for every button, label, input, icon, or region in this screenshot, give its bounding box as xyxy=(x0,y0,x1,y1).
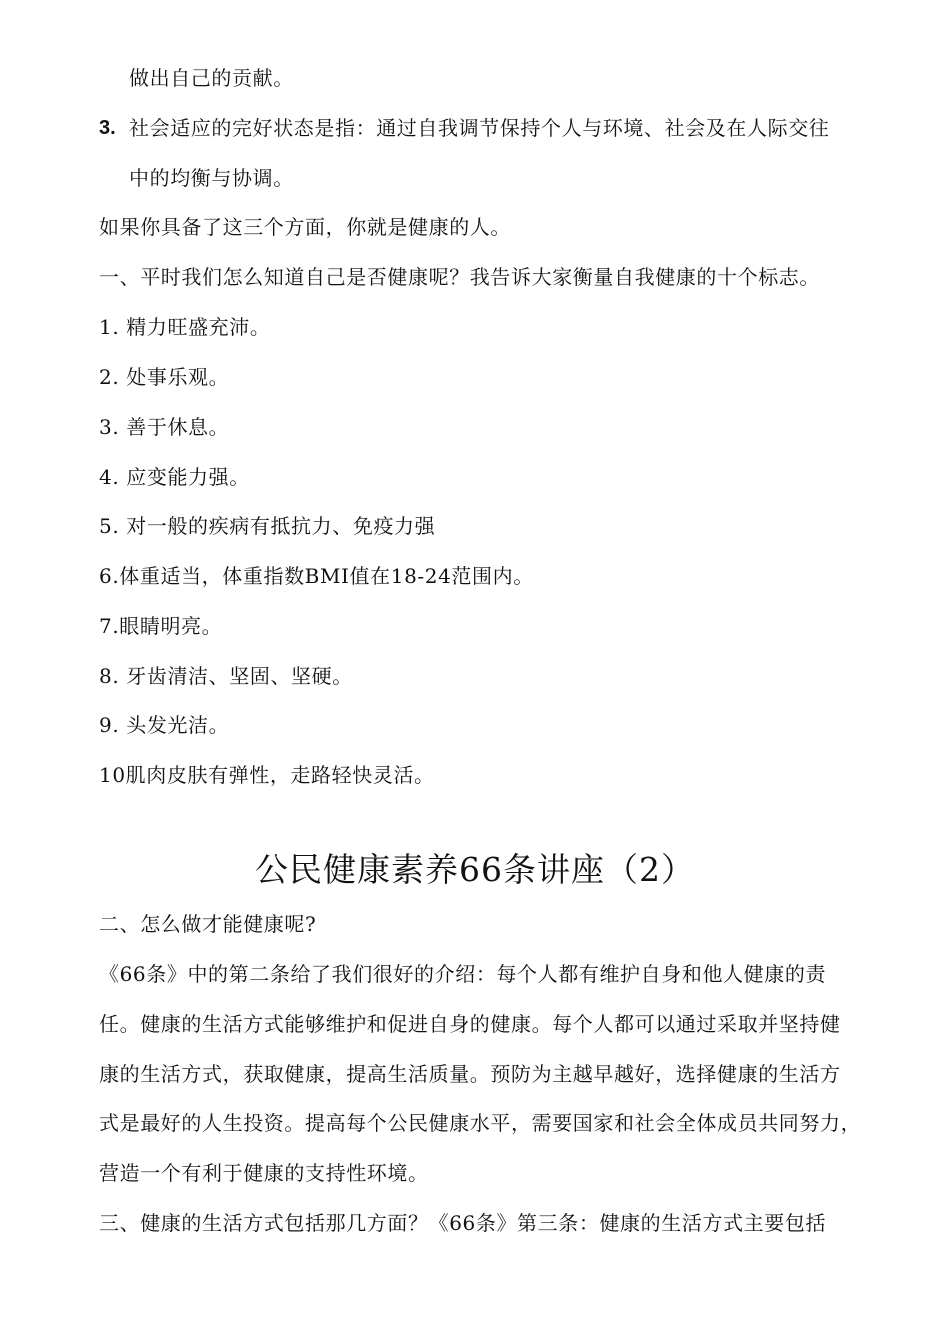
section-heading: 一、平时我们怎么知道自己是否健康呢？我告诉大家衡量自我健康的十个标志。 xyxy=(99,265,820,289)
paragraph-line: 中的均衡与协调。 xyxy=(129,166,294,190)
list-item: 5. 对一般的疾病有抵抗力、免疫力强 xyxy=(99,514,436,538)
item-number: 3. xyxy=(99,117,116,139)
list-item: 6.体重适当，体重指数BMI值在18-24范围内。 xyxy=(99,564,534,588)
list-item: 7.眼睛明亮。 xyxy=(99,614,223,638)
paragraph-line: 《66条》中的第二条给了我们很好的介绍：每个人都有维护自身和他人健康的责 xyxy=(99,962,827,986)
list-item: 9. 头发光洁。 xyxy=(99,713,230,737)
paragraph-line: 社会适应的完好状态是指：通过自我调节保持个人与环境、社会及在人际交往 xyxy=(129,116,830,140)
list-item: 3. 善于休息。 xyxy=(99,415,230,439)
paragraph-line: 式是最好的人生投资。提高每个公民健康水平，需要国家和社会全体成员共同努力， xyxy=(99,1111,862,1135)
paragraph-line: 做出自己的贡献。 xyxy=(129,66,294,90)
list-item: 10肌肉皮肤有弹性，走路轻快灵活。 xyxy=(99,763,435,787)
section-heading: 二、怎么做才能健康呢? xyxy=(99,912,317,936)
section-heading: 三、健康的生活方式包括那几方面？《66条》第三条：健康的生活方式主要包括 xyxy=(99,1211,827,1235)
list-item: 8. 牙齿清洁、坚固、坚硬。 xyxy=(99,664,353,688)
paragraph-line: 营造一个有利于健康的支持性环境。 xyxy=(99,1161,429,1185)
list-item: 2. 处事乐观。 xyxy=(99,365,230,389)
paragraph-line: 任。健康的生活方式能够维护和促进自身的健康。每个人都可以通过采取并坚持健 xyxy=(99,1012,841,1036)
paragraph-line: 康的生活方式，获取健康，提高生活质量。预防为主越早越好，选择健康的生活方 xyxy=(99,1062,841,1086)
lecture-title: 公民健康素养66条讲座（2） xyxy=(255,850,695,889)
list-item: 4. 应变能力强。 xyxy=(99,465,250,489)
summary-line: 如果你具备了这三个方面，你就是健康的人。 xyxy=(99,215,511,239)
list-item: 1. 精力旺盛充沛。 xyxy=(99,315,271,339)
